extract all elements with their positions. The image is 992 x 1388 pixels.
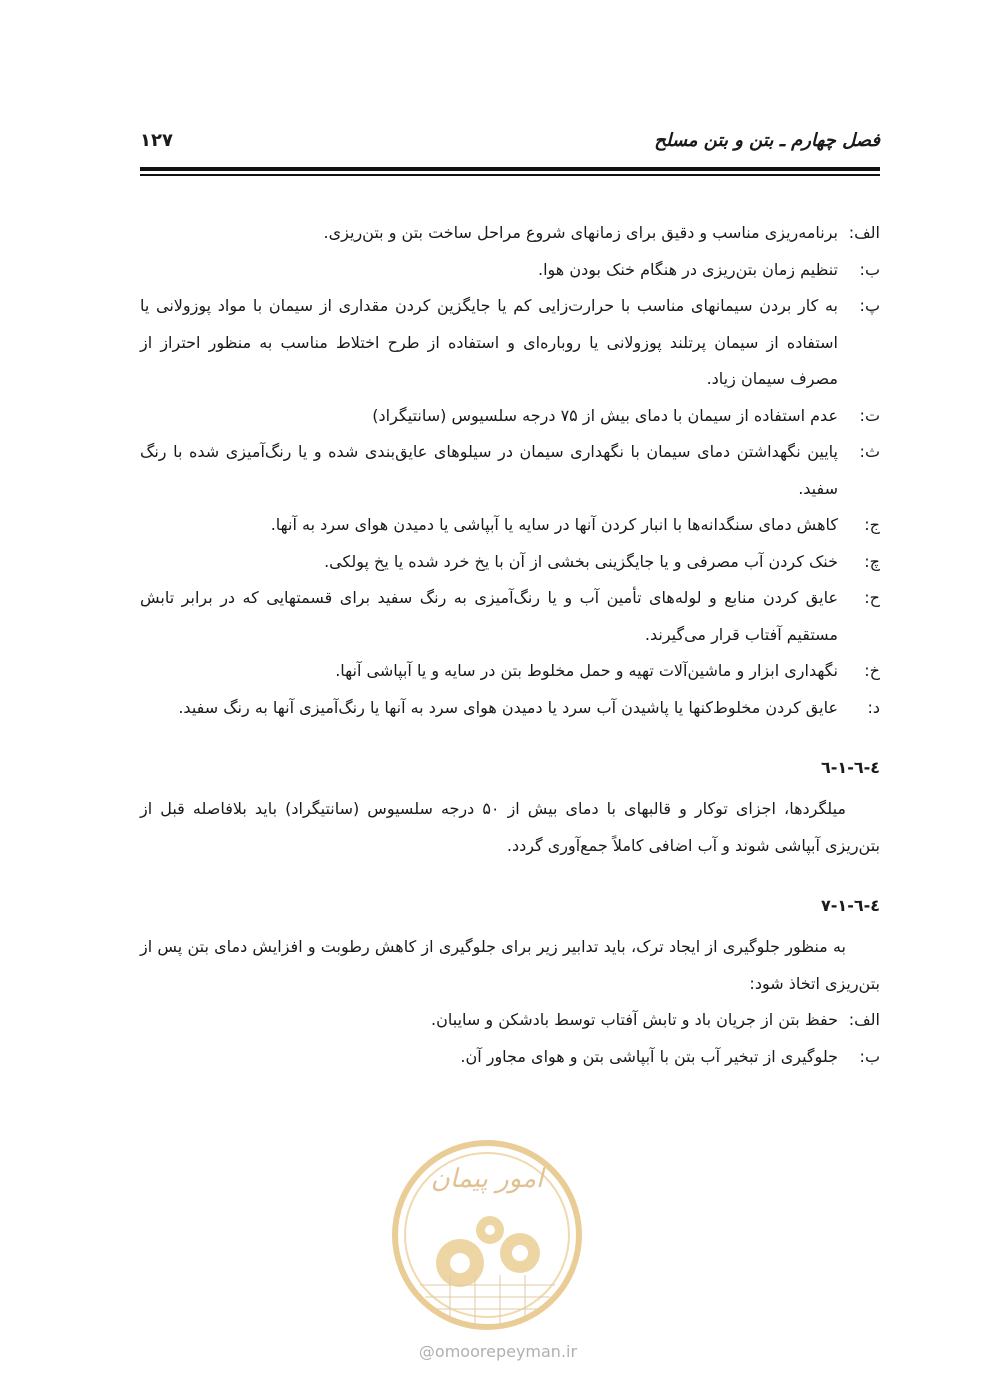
list-item-text: پایین نگهداشتن دمای سیمان با نگهداری سیمان در سیلوهای عایق‌بندی شده و یا رنگ‌آمیزی شده با رنگ سفید. — [140, 442, 838, 498]
watermark-logo-icon — [380, 1135, 595, 1335]
list-item-text: خنک کردن آب مصرفی و یا جایگزینی بخشی از آن با یخ خرد شده یا یخ پولکی. — [324, 551, 838, 571]
list-item — [140, 544, 880, 581]
list-item-label: الف: — [848, 1010, 880, 1029]
list-item — [140, 288, 880, 398]
list-item-label: چ: — [864, 551, 880, 571]
list-item-label: د: — [867, 697, 880, 717]
list-item — [140, 1002, 880, 1039]
list-item-text: عایق کردن مخلوط‌کنها یا پاشیدن آب سرد یا دمیدن هوای سرد به آنها یا رنگ‌آمیزی آنها به رنگ سفید. — [178, 697, 838, 717]
list-item — [140, 690, 880, 727]
list-item-label: ح: — [864, 588, 880, 607]
list-item-text: به کار بردن سیمانهای مناسب با حرارت‌زایی کم یا جایگزین کردن مقداری از سیمان با مواد پوزولانی یا استفاده از سیمان پرتلند پوزولانی یا روباره‌ای و استفاده از طرح اختلاط مناسب به منظور احتراز از مصرف سیمان زیاد. — [140, 296, 838, 388]
list-item — [140, 215, 880, 252]
list-item-label: ث: — [859, 442, 880, 461]
list-item-text: نگهداری ابزار و ماشین‌آلات تهیه و حمل مخلوط بتن در سایه و یا آبپاشی آنها. — [335, 661, 838, 680]
list-item-text: عایق کردن منابع و لوله‌های تأمین آب و یا رنگ‌آمیزی به رنگ سفید برای قسمتهایی که در برابر تابش مستقیم آفتاب قرار می‌گیرند. — [140, 588, 838, 644]
section-7-paragraph: به منظور جلوگیری از ایجاد ترک، باید تدابیر زیر برای جلوگیری از کاهش رطوبت و افزایش دمای بتن پس از بتن‌ریزی اتخاذ شود: — [140, 937, 880, 993]
header-rule-thick — [140, 167, 880, 171]
section-7-list — [140, 1002, 880, 1075]
page-header — [140, 130, 880, 160]
page-number: ۱۲۷ — [140, 130, 173, 151]
list-item-label: ب: — [859, 1046, 880, 1066]
page-content — [140, 215, 880, 1075]
section-number-7: ٤-٦-١-٧ — [821, 896, 880, 915]
header-rule-thin — [140, 174, 880, 176]
list-item-text: عدم استفاده از سیمان با دمای بیش از ۷۵ درجه سلسیوس (سانتیگراد) — [372, 405, 838, 425]
list-item-label: ب: — [859, 259, 880, 279]
chapter-title: فصل چهارم ـ بتن و بتن مسلح — [654, 130, 880, 151]
watermark-logo-text: امور پیمان — [430, 1164, 544, 1194]
list-item-text: برنامه‌ریزی مناسب و دقیق برای زمانهای شروع مراحل ساخت بتن و بتن‌ریزی. — [323, 223, 838, 242]
list-item-label: خ: — [864, 661, 880, 680]
list-item — [140, 252, 880, 289]
watermark-url: @omoorepeyman.ir — [418, 1342, 578, 1361]
measures-list — [140, 215, 880, 726]
list-item-label: ت: — [859, 405, 880, 425]
list-item — [140, 507, 880, 544]
list-item — [140, 653, 880, 690]
list-item — [140, 580, 880, 653]
list-item-label: الف: — [848, 223, 880, 242]
list-item — [140, 1039, 880, 1076]
list-item-label: ج: — [864, 515, 880, 534]
list-item-text: تنظیم زمان بتن‌ریزی در هنگام خنک بودن هوا. — [538, 259, 838, 279]
watermark-logo — [380, 1135, 595, 1335]
section-6-paragraph: میلگردها، اجزای توکار و قالبهای با دمای بیش از ۵۰ درجه سلسیوس (سانتیگراد) باید بلافاصله قبل از بتن‌ریزی آبپاشی شوند و آب اضافی کاملاً جمع‌آوری گردد. — [140, 799, 880, 855]
section-number-6: ٤-٦-١-٦ — [821, 758, 880, 777]
list-item-label: پ: — [859, 296, 880, 315]
list-item-text: جلوگیری از تبخیر آب بتن با آبپاشی بتن و هوای مجاور آن. — [460, 1046, 838, 1066]
list-item — [140, 398, 880, 435]
list-item-text: حفظ بتن از جریان باد و تابش آفتاب توسط بادشکن و سایبان. — [431, 1010, 838, 1029]
list-item-text: کاهش دمای سنگدانه‌ها با انبار کردن آنها در سایه یا آبپاشی یا دمیدن هوای سرد به آنها. — [270, 515, 838, 534]
list-item — [140, 434, 880, 507]
